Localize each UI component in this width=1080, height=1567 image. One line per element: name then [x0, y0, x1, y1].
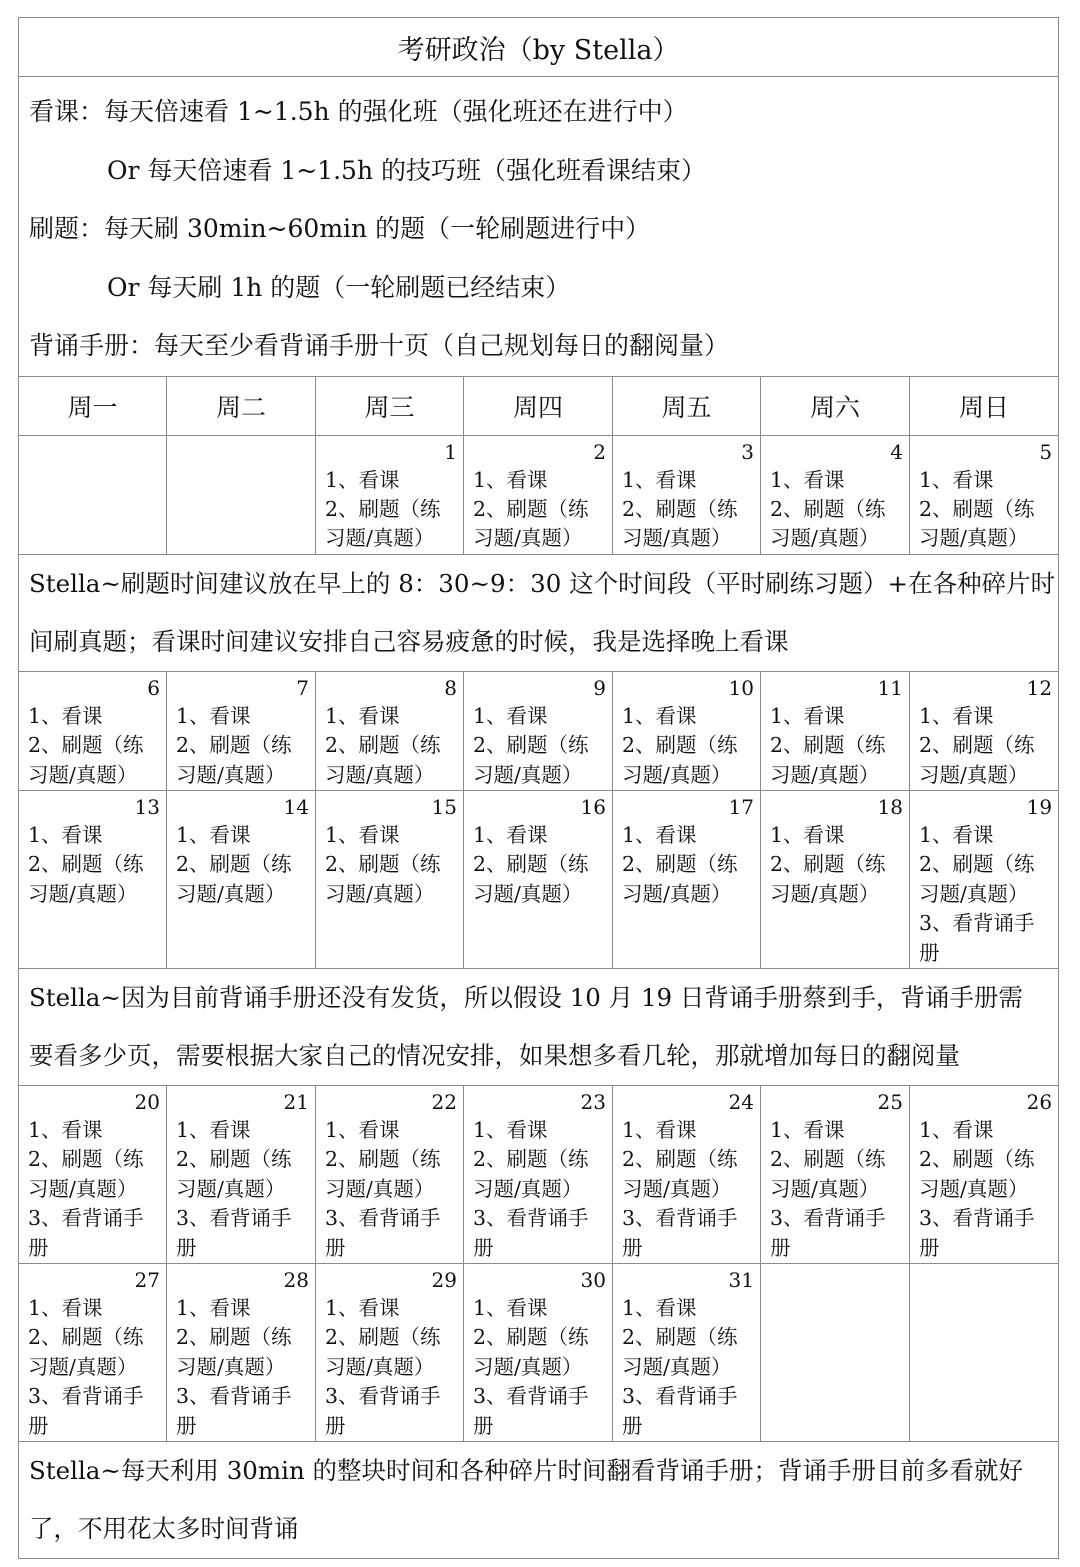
- task-item: 2、刷题（练: [176, 852, 292, 877]
- day-number: 17: [728, 794, 754, 819]
- task-item: 3、看背诵手: [176, 1206, 292, 1231]
- weekday-header: 周日: [910, 376, 1059, 435]
- task-item: 2、刷题（练: [473, 496, 589, 521]
- day-cell: [19, 790, 167, 968]
- task-item: 2、刷题（练: [770, 852, 886, 877]
- note-line: 要看多少页，需要根据大家自己的情况安排，如果想多看几轮，那就增加每日的翻阅量: [29, 1040, 960, 1070]
- task-item: 习题/真题）: [176, 1176, 286, 1201]
- day-cell: [761, 1085, 910, 1263]
- day-number: 11: [877, 675, 903, 700]
- task-item: 习题/真题）: [622, 1354, 732, 1379]
- note-row: [19, 554, 1059, 671]
- day-number: 31: [728, 1268, 754, 1292]
- task-item: 3、看背诵手: [325, 1384, 441, 1409]
- task-item: 3、看背诵手: [473, 1384, 589, 1409]
- day-cell: [316, 671, 464, 790]
- day-number: 26: [1026, 1089, 1053, 1114]
- weekday-header: 周六: [761, 376, 910, 435]
- day-cell: [910, 671, 1059, 790]
- day-number: 20: [134, 1089, 160, 1114]
- day-number: 22: [431, 1089, 457, 1114]
- task-item: 2、刷题（练: [176, 1325, 292, 1350]
- task-item: 册: [919, 1235, 940, 1260]
- task-item: 2、刷题（练: [919, 1147, 1035, 1172]
- weekday-header: 周二: [167, 376, 316, 435]
- day-cell: [19, 671, 167, 790]
- note-line: Stella~因为目前背诵手册还没有发货，所以假设 10 月 19 日背诵手册蔡到手，背诵手册需: [29, 982, 1023, 1012]
- study-plan-table: [18, 17, 1059, 1559]
- task-item: 1、看课: [176, 1117, 251, 1142]
- day-number: 23: [580, 1089, 606, 1114]
- day-cell: [316, 790, 464, 968]
- task-item: 习题/真题）: [325, 526, 435, 551]
- page-title: 考研政治（by Stella）: [19, 18, 1059, 77]
- task-item: 习题/真题）: [28, 881, 138, 906]
- day-cell: [19, 435, 167, 554]
- task-item: 习题/真题）: [473, 881, 583, 906]
- task-item: 习题/真题）: [770, 762, 880, 787]
- task-item: 册: [622, 1235, 643, 1260]
- day-cell: [613, 435, 761, 554]
- day-number: 15: [431, 794, 457, 819]
- task-item: 1、看课: [622, 467, 697, 492]
- day-number: 19: [1026, 794, 1053, 819]
- task-item: 2、刷题（练: [622, 1147, 738, 1172]
- task-item: 习题/真题）: [622, 881, 732, 906]
- task-item: 2、刷题（练: [176, 1147, 292, 1172]
- task-item: 2、刷题（练: [473, 1325, 589, 1350]
- task-item: 1、看课: [176, 1296, 251, 1320]
- task-item: 1、看课: [176, 822, 251, 847]
- stella-note: [19, 968, 1059, 1085]
- task-item: 1、看课: [622, 703, 697, 728]
- day-cell: [613, 1264, 761, 1442]
- task-item: 习题/真题）: [473, 526, 583, 551]
- day-cell: [761, 790, 910, 968]
- task-item: 习题/真题）: [473, 1354, 583, 1379]
- task-item: 册: [325, 1413, 346, 1438]
- day-cell: [167, 1264, 316, 1442]
- day-cell: [167, 671, 316, 790]
- task-item: 习题/真题）: [176, 762, 286, 787]
- task-item: 习题/真题）: [28, 762, 138, 787]
- task-item: 3、看背诵手: [919, 911, 1035, 936]
- day-number: 7: [296, 675, 309, 700]
- note-row: [19, 1442, 1059, 1559]
- day-cell: [613, 671, 761, 790]
- task-item: 册: [473, 1413, 494, 1438]
- task-item: 3、看背诵手: [28, 1384, 144, 1409]
- task-item: 2、刷题（练: [770, 496, 886, 521]
- task-item: 1、看课: [473, 703, 548, 728]
- day-number: 5: [1039, 439, 1053, 464]
- day-number: 12: [1026, 675, 1053, 700]
- week-row: [19, 1085, 1059, 1263]
- task-item: 1、看课: [28, 1296, 103, 1320]
- task-item: 习题/真题）: [28, 1354, 138, 1379]
- day-cell: [761, 1264, 910, 1442]
- task-item: 册: [622, 1413, 643, 1438]
- task-item: 习题/真题）: [919, 881, 1029, 906]
- day-cell: [167, 1085, 316, 1263]
- day-cell: [464, 1264, 613, 1442]
- task-item: 习题/真题）: [622, 526, 732, 551]
- task-item: 2、刷题（练: [770, 733, 886, 758]
- week-row: [19, 790, 1059, 968]
- task-item: 2、刷题（练: [325, 496, 441, 521]
- title-row: [19, 18, 1059, 77]
- day-number: 14: [283, 794, 309, 819]
- task-item: 1、看课: [473, 467, 548, 492]
- task-item: 2、刷题（练: [919, 496, 1035, 521]
- task-item: 3、看背诵手: [919, 1206, 1035, 1231]
- task-item: 习题/真题）: [28, 1176, 138, 1201]
- day-number: 25: [877, 1089, 903, 1114]
- task-item: 2、刷题（练: [473, 733, 589, 758]
- day-number: 1: [444, 439, 457, 464]
- day-number: 6: [147, 675, 160, 700]
- task-item: 2、刷题（练: [28, 1325, 144, 1350]
- day-number: 27: [134, 1268, 160, 1292]
- day-cell: [316, 1264, 464, 1442]
- task-item: 1、看课: [176, 703, 251, 728]
- guideline-line: 背诵手册：每天至少看背诵手册十页（自己规划每日的翻阅量）: [29, 331, 730, 360]
- day-cell: [761, 435, 910, 554]
- day-cell: [613, 790, 761, 968]
- task-item: 3、看背诵手: [325, 1206, 441, 1231]
- day-cell: [464, 1085, 613, 1263]
- day-number: 18: [877, 794, 903, 819]
- day-cell: [910, 1085, 1059, 1263]
- day-number: 29: [431, 1268, 457, 1292]
- task-item: 3、看背诵手: [473, 1206, 589, 1231]
- day-cell: [464, 790, 613, 968]
- task-item: 2、刷题（练: [28, 733, 144, 758]
- task-item: 2、刷题（练: [325, 1147, 441, 1172]
- task-item: 习题/真题）: [325, 1176, 435, 1201]
- week-row: [19, 435, 1059, 554]
- day-cell: [910, 435, 1059, 554]
- study-guidelines: [19, 77, 1059, 377]
- task-item: 习题/真题）: [473, 762, 583, 787]
- weekday-header-row: [19, 376, 1059, 435]
- task-item: 1、看课: [919, 703, 994, 728]
- task-item: 2、刷题（练: [325, 1325, 441, 1350]
- task-item: 1、看课: [325, 467, 400, 492]
- day-number: 21: [283, 1089, 309, 1114]
- task-item: 2、刷题（练: [622, 1325, 738, 1350]
- task-item: 3、看背诵手: [770, 1206, 886, 1231]
- task-item: 1、看课: [325, 822, 400, 847]
- task-item: 2、刷题（练: [176, 733, 292, 758]
- task-item: 册: [325, 1235, 346, 1260]
- day-number: 30: [580, 1268, 606, 1292]
- task-item: 1、看课: [325, 1296, 400, 1320]
- day-cell: [19, 1085, 167, 1263]
- task-item: 1、看课: [919, 822, 994, 847]
- task-item: 1、看课: [770, 1117, 845, 1142]
- day-cell: [464, 435, 613, 554]
- task-item: 册: [176, 1413, 197, 1438]
- task-item: 1、看课: [770, 703, 845, 728]
- task-item: 2、刷题（练: [919, 852, 1035, 877]
- task-item: 习题/真题）: [919, 762, 1029, 787]
- day-cell: [316, 1085, 464, 1263]
- day-number: 24: [728, 1089, 754, 1114]
- task-item: 2、刷题（练: [325, 852, 441, 877]
- note-row: [19, 968, 1059, 1085]
- task-item: 1、看课: [473, 1296, 548, 1320]
- day-cell: [316, 435, 464, 554]
- task-item: 册: [770, 1235, 791, 1260]
- task-item: 习题/真题）: [919, 526, 1029, 551]
- note-line: Stella~刷题时间建议放在早上的 8：30~9：30 这个时间段（平时刷练习题）+在各种碎片时: [29, 568, 1056, 598]
- task-item: 册: [28, 1413, 49, 1438]
- task-item: 2、刷题（练: [473, 1147, 589, 1172]
- task-item: 习题/真题）: [325, 762, 435, 787]
- day-number: 2: [593, 439, 606, 464]
- note-line: Stella~每天利用 30min 的整块时间和各种碎片时间翻看背诵手册；背诵手册目前多看就好: [29, 1456, 1024, 1486]
- task-item: 册: [919, 940, 940, 965]
- task-item: 1、看课: [473, 822, 548, 847]
- task-item: 习题/真题）: [325, 881, 435, 906]
- day-number: 9: [593, 675, 606, 700]
- guideline-line: Or 每天倍速看 1~1.5h 的技巧班（强化班看课结束）: [107, 155, 707, 185]
- task-item: 2、刷题（练: [622, 733, 738, 758]
- week-row: [19, 1264, 1059, 1442]
- task-item: 1、看课: [325, 1117, 400, 1142]
- day-number: 10: [728, 675, 754, 700]
- task-item: 1、看课: [622, 822, 697, 847]
- task-item: 3、看背诵手: [176, 1384, 292, 1409]
- day-number: 3: [741, 439, 754, 464]
- task-item: 2、刷题（练: [28, 1147, 144, 1172]
- day-cell: [613, 1085, 761, 1263]
- week-row: [19, 671, 1059, 790]
- task-item: 册: [28, 1235, 49, 1260]
- task-item: 习题/真题）: [176, 1354, 286, 1379]
- task-item: 1、看课: [473, 1117, 548, 1142]
- task-item: 1、看课: [28, 822, 103, 847]
- stella-note: [19, 1442, 1059, 1559]
- task-item: 2、刷题（练: [919, 733, 1035, 758]
- day-cell: [910, 1264, 1059, 1442]
- day-number: 28: [283, 1268, 309, 1292]
- guideline-line: 刷题：每天刷 30min~60min 的题（一轮刷题进行中）: [29, 214, 651, 243]
- intro-row: [19, 77, 1059, 377]
- task-item: 习题/真题）: [919, 1176, 1029, 1201]
- task-item: 1、看课: [325, 703, 400, 728]
- task-item: 习题/真题）: [770, 1176, 880, 1201]
- task-item: 2、刷题（练: [28, 852, 144, 877]
- day-number: 16: [580, 794, 606, 819]
- task-item: 2、刷题（练: [622, 496, 738, 521]
- weekday-header: 周五: [613, 376, 761, 435]
- guideline-line: 看课：每天倍速看 1~1.5h 的强化班（强化班还在进行中）: [29, 97, 688, 126]
- task-item: 3、看背诵手: [28, 1206, 144, 1231]
- task-item: 1、看课: [28, 703, 103, 728]
- task-item: 1、看课: [919, 1117, 994, 1142]
- task-item: 习题/真题）: [770, 881, 880, 906]
- day-cell: [910, 790, 1059, 968]
- task-item: 册: [176, 1235, 197, 1260]
- task-item: 习题/真题）: [770, 526, 880, 551]
- task-item: 习题/真题）: [325, 1354, 435, 1379]
- note-line: 间刷真题；看课时间建议安排自己容易疲惫的时候，我是选择晚上看课: [29, 626, 789, 656]
- day-cell: [761, 671, 910, 790]
- task-item: 2、刷题（练: [325, 733, 441, 758]
- day-cell: [19, 1264, 167, 1442]
- task-item: 1、看课: [770, 822, 845, 847]
- task-item: 3、看背诵手: [622, 1384, 738, 1409]
- day-cell: [464, 671, 613, 790]
- note-line: 了，不用花太多时间背诵: [29, 1514, 299, 1544]
- task-item: 3、看背诵手: [622, 1206, 738, 1231]
- weekday-header: 周四: [464, 376, 613, 435]
- task-item: 1、看课: [919, 467, 994, 492]
- task-item: 习题/真题）: [622, 1176, 732, 1201]
- guideline-line: Or 每天刷 1h 的题（一轮刷题已经结束）: [107, 272, 571, 302]
- day-number: 8: [444, 675, 457, 700]
- day-number: 13: [134, 794, 160, 819]
- task-item: 习题/真题）: [622, 762, 732, 787]
- task-item: 2、刷题（练: [473, 852, 589, 877]
- task-item: 1、看课: [622, 1296, 697, 1320]
- day-number: 4: [890, 439, 903, 464]
- weekday-header: 周一: [19, 376, 167, 435]
- day-cell: [167, 435, 316, 554]
- task-item: 1、看课: [770, 467, 845, 492]
- task-item: 2、刷题（练: [770, 1147, 886, 1172]
- weekday-header: 周三: [316, 376, 464, 435]
- stella-note: [19, 554, 1059, 671]
- task-item: 1、看课: [622, 1117, 697, 1142]
- task-item: 册: [473, 1235, 494, 1260]
- day-cell: [167, 790, 316, 968]
- task-item: 2、刷题（练: [622, 852, 738, 877]
- task-item: 习题/真题）: [176, 881, 286, 906]
- task-item: 习题/真题）: [473, 1176, 583, 1201]
- task-item: 1、看课: [28, 1117, 103, 1142]
